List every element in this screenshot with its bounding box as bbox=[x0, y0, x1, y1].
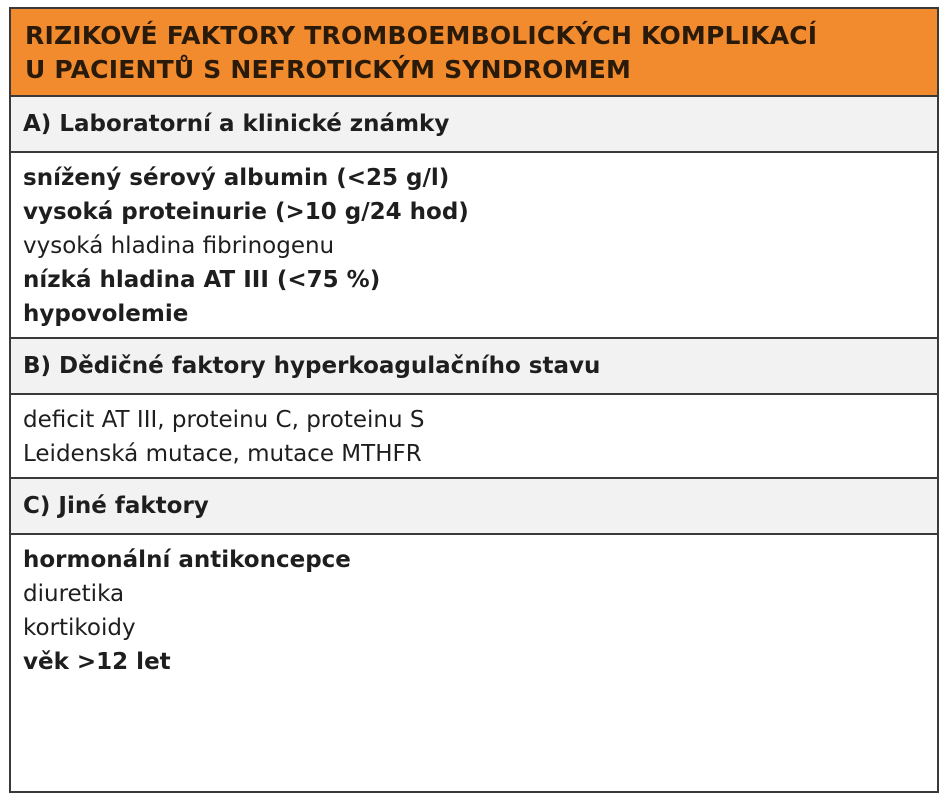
list-item: diuretika bbox=[23, 581, 125, 607]
section-b-heading: B) Dědičné faktory hyperkoagulačního stavu bbox=[11, 339, 937, 395]
table-title-line-2: U PACIENTŮ S NEFROTICKÝM SYNDROMEM bbox=[25, 55, 632, 84]
section-a-body bbox=[11, 153, 937, 339]
list-item: kortikoidy bbox=[23, 615, 136, 641]
list-item: věk >12 let bbox=[23, 649, 171, 675]
list-item: nízká hladina AT III (<75 %) bbox=[23, 267, 381, 293]
list-item: hypovolemie bbox=[23, 301, 189, 327]
section-c-heading: C) Jiné faktory bbox=[11, 479, 937, 535]
list-item: Leidenská mutace, mutace MTHFR bbox=[23, 441, 422, 467]
section-b-body bbox=[11, 395, 937, 479]
section-c-body bbox=[11, 535, 937, 791]
list-item: hormonální antikoncepce bbox=[23, 547, 351, 573]
list-item: snížený sérový albumin (<25 g/l) bbox=[23, 165, 450, 191]
risk-factors-table bbox=[9, 7, 939, 793]
list-item: vysoká hladina fibrinogenu bbox=[23, 233, 335, 259]
table-title bbox=[11, 9, 937, 97]
section-a-heading: A) Laboratorní a klinické známky bbox=[11, 97, 937, 153]
list-item: vysoká proteinurie (>10 g/24 hod) bbox=[23, 199, 469, 225]
list-item: deficit AT III, proteinu C, proteinu S bbox=[23, 407, 425, 433]
table-title-line-1: RIZIKOVÉ FAKTORY TROMBOEMBOLICKÝCH KOMPLIKACÍ bbox=[25, 21, 818, 50]
